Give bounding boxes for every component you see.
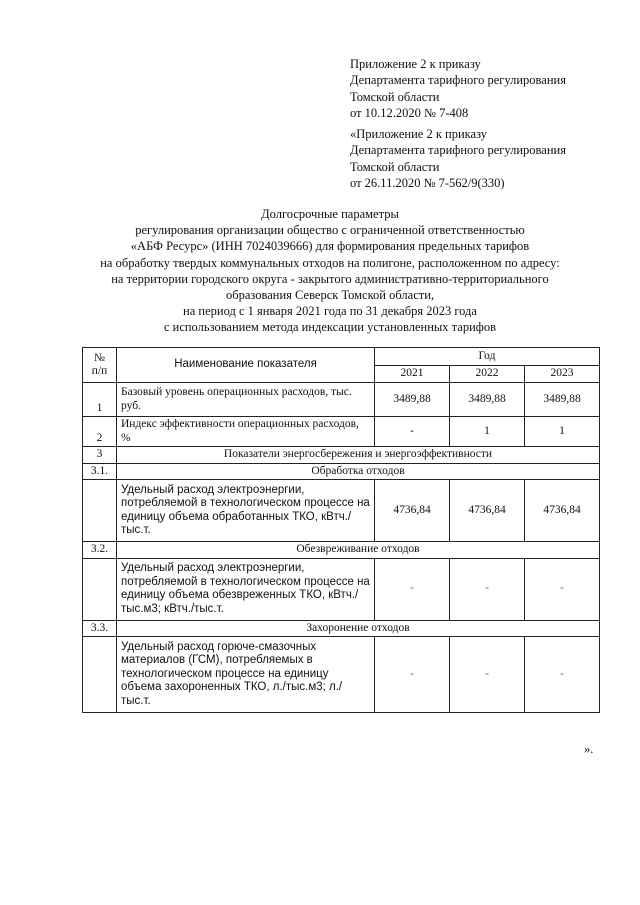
- row-value: 1: [525, 417, 600, 447]
- row-value: 3489,88: [450, 383, 525, 417]
- row-value: 3489,88: [525, 383, 600, 417]
- section-row: [83, 542, 600, 559]
- row-number-empty: [83, 637, 117, 713]
- row-name: Индекс эффективности операционных расходов, %: [117, 417, 375, 447]
- title-line: «АБФ Ресурс» (ИНН 7024039666) для формирования предельных тарифов: [130, 239, 530, 254]
- closing-quote: ».: [584, 742, 594, 756]
- row-name: Удельный расход электроэнергии, потребляемой в технологическом процессе на единицу объема обезвреженных ТКО, кВтч./тыс.м3; кВтч./тыс.т.: [117, 558, 375, 620]
- attachment-line: «Приложение 2 к приказу: [350, 127, 488, 141]
- row-name: Базовый уровень операционных расходов, тыс. руб.: [117, 383, 375, 417]
- section-number: 3.3.: [83, 620, 117, 637]
- title-line: образования Северск Томской области,: [225, 288, 435, 303]
- attachment-current: [350, 56, 566, 122]
- row-name: Удельный расход горюче-смазочных материалов (ГСМ), потребляемых в технологическом процессе на единицу объема захороненных ТКО, л./тыс.м3; л./тыс.т.: [117, 637, 375, 713]
- section-title: Обезвреживание отходов: [117, 542, 600, 559]
- row-value: 1: [450, 417, 525, 447]
- header-number-cell: [83, 348, 117, 383]
- row-value: -: [375, 417, 450, 447]
- row-value: 4736,84: [450, 480, 525, 542]
- row-value: 4736,84: [375, 480, 450, 542]
- section-title: Показатели энергосбережения и энергоэффективности: [117, 447, 600, 464]
- table-row: [83, 637, 600, 713]
- row-value: 3489,88: [375, 383, 450, 417]
- parameters-table: [82, 347, 600, 713]
- header-year: Год: [375, 348, 600, 366]
- title-line: с использованием метода индексации установленных тарифов: [163, 320, 497, 335]
- title-line: на период с 1 января 2021 года по 31 декабря 2023 года: [183, 304, 477, 319]
- title-line: на территории городского округа - закрытого административно-территориального: [111, 271, 549, 286]
- title-line: регулирования организации общество с ограниченной ответственностью: [135, 223, 525, 238]
- table-row: [83, 558, 600, 620]
- attachment-line: Приложение 2 к приказу: [350, 57, 481, 71]
- attachment-line: Департамента тарифного регулирования: [350, 73, 566, 88]
- header-name: Наименование показателя: [117, 348, 375, 383]
- row-value: -: [525, 558, 600, 620]
- row-value: -: [375, 637, 450, 713]
- attachment-line: Томской области: [350, 89, 440, 104]
- table-header-row: [83, 348, 600, 366]
- section-title: Обработка отходов: [117, 463, 600, 480]
- section-title: Захоронение отходов: [117, 620, 600, 637]
- title-line: Долгосрочные параметры: [261, 207, 399, 221]
- title-line: на обработку твердых коммунальных отходов на полигоне, расположенном по адресу:: [100, 255, 560, 270]
- row-value: -: [375, 558, 450, 620]
- attachment-line: Департамента тарифного регулирования: [350, 143, 566, 158]
- section-number: 3.2.: [83, 542, 117, 559]
- attachment-line: от 26.11.2020 № 7-562/9(330): [350, 176, 505, 191]
- document-title: [60, 206, 600, 336]
- header-year-2023: 2023: [525, 366, 600, 383]
- attachment-line: Томской области: [350, 159, 440, 174]
- row-value: 4736,84: [525, 480, 600, 542]
- header-number-sub: п/п: [91, 365, 108, 377]
- header-year-2021: 2021: [375, 366, 450, 383]
- table-row: [83, 383, 600, 417]
- row-number-empty: [83, 558, 117, 620]
- section-row: [83, 447, 600, 464]
- row-value: -: [450, 558, 525, 620]
- row-number-empty: [83, 480, 117, 542]
- row-name: Удельный расход электроэнергии, потребляемой в технологическом процессе на единицу объема обработанных ТКО, кВтч./тыс.т.: [117, 480, 375, 542]
- row-value: -: [450, 637, 525, 713]
- row-value: -: [525, 637, 600, 713]
- attachment-previous: [350, 126, 566, 192]
- header-year-2022: 2022: [450, 366, 525, 383]
- section-row: [83, 463, 600, 480]
- row-number: 1: [83, 383, 117, 417]
- table-row: [83, 417, 600, 447]
- attachment-line: от 10.12.2020 № 7-408: [350, 106, 469, 121]
- section-row: [83, 620, 600, 637]
- section-number: 3: [83, 447, 117, 464]
- header-number: №: [94, 351, 105, 364]
- table-row: [83, 480, 600, 542]
- row-number: 2: [83, 417, 117, 447]
- section-number: 3.1.: [83, 463, 117, 480]
